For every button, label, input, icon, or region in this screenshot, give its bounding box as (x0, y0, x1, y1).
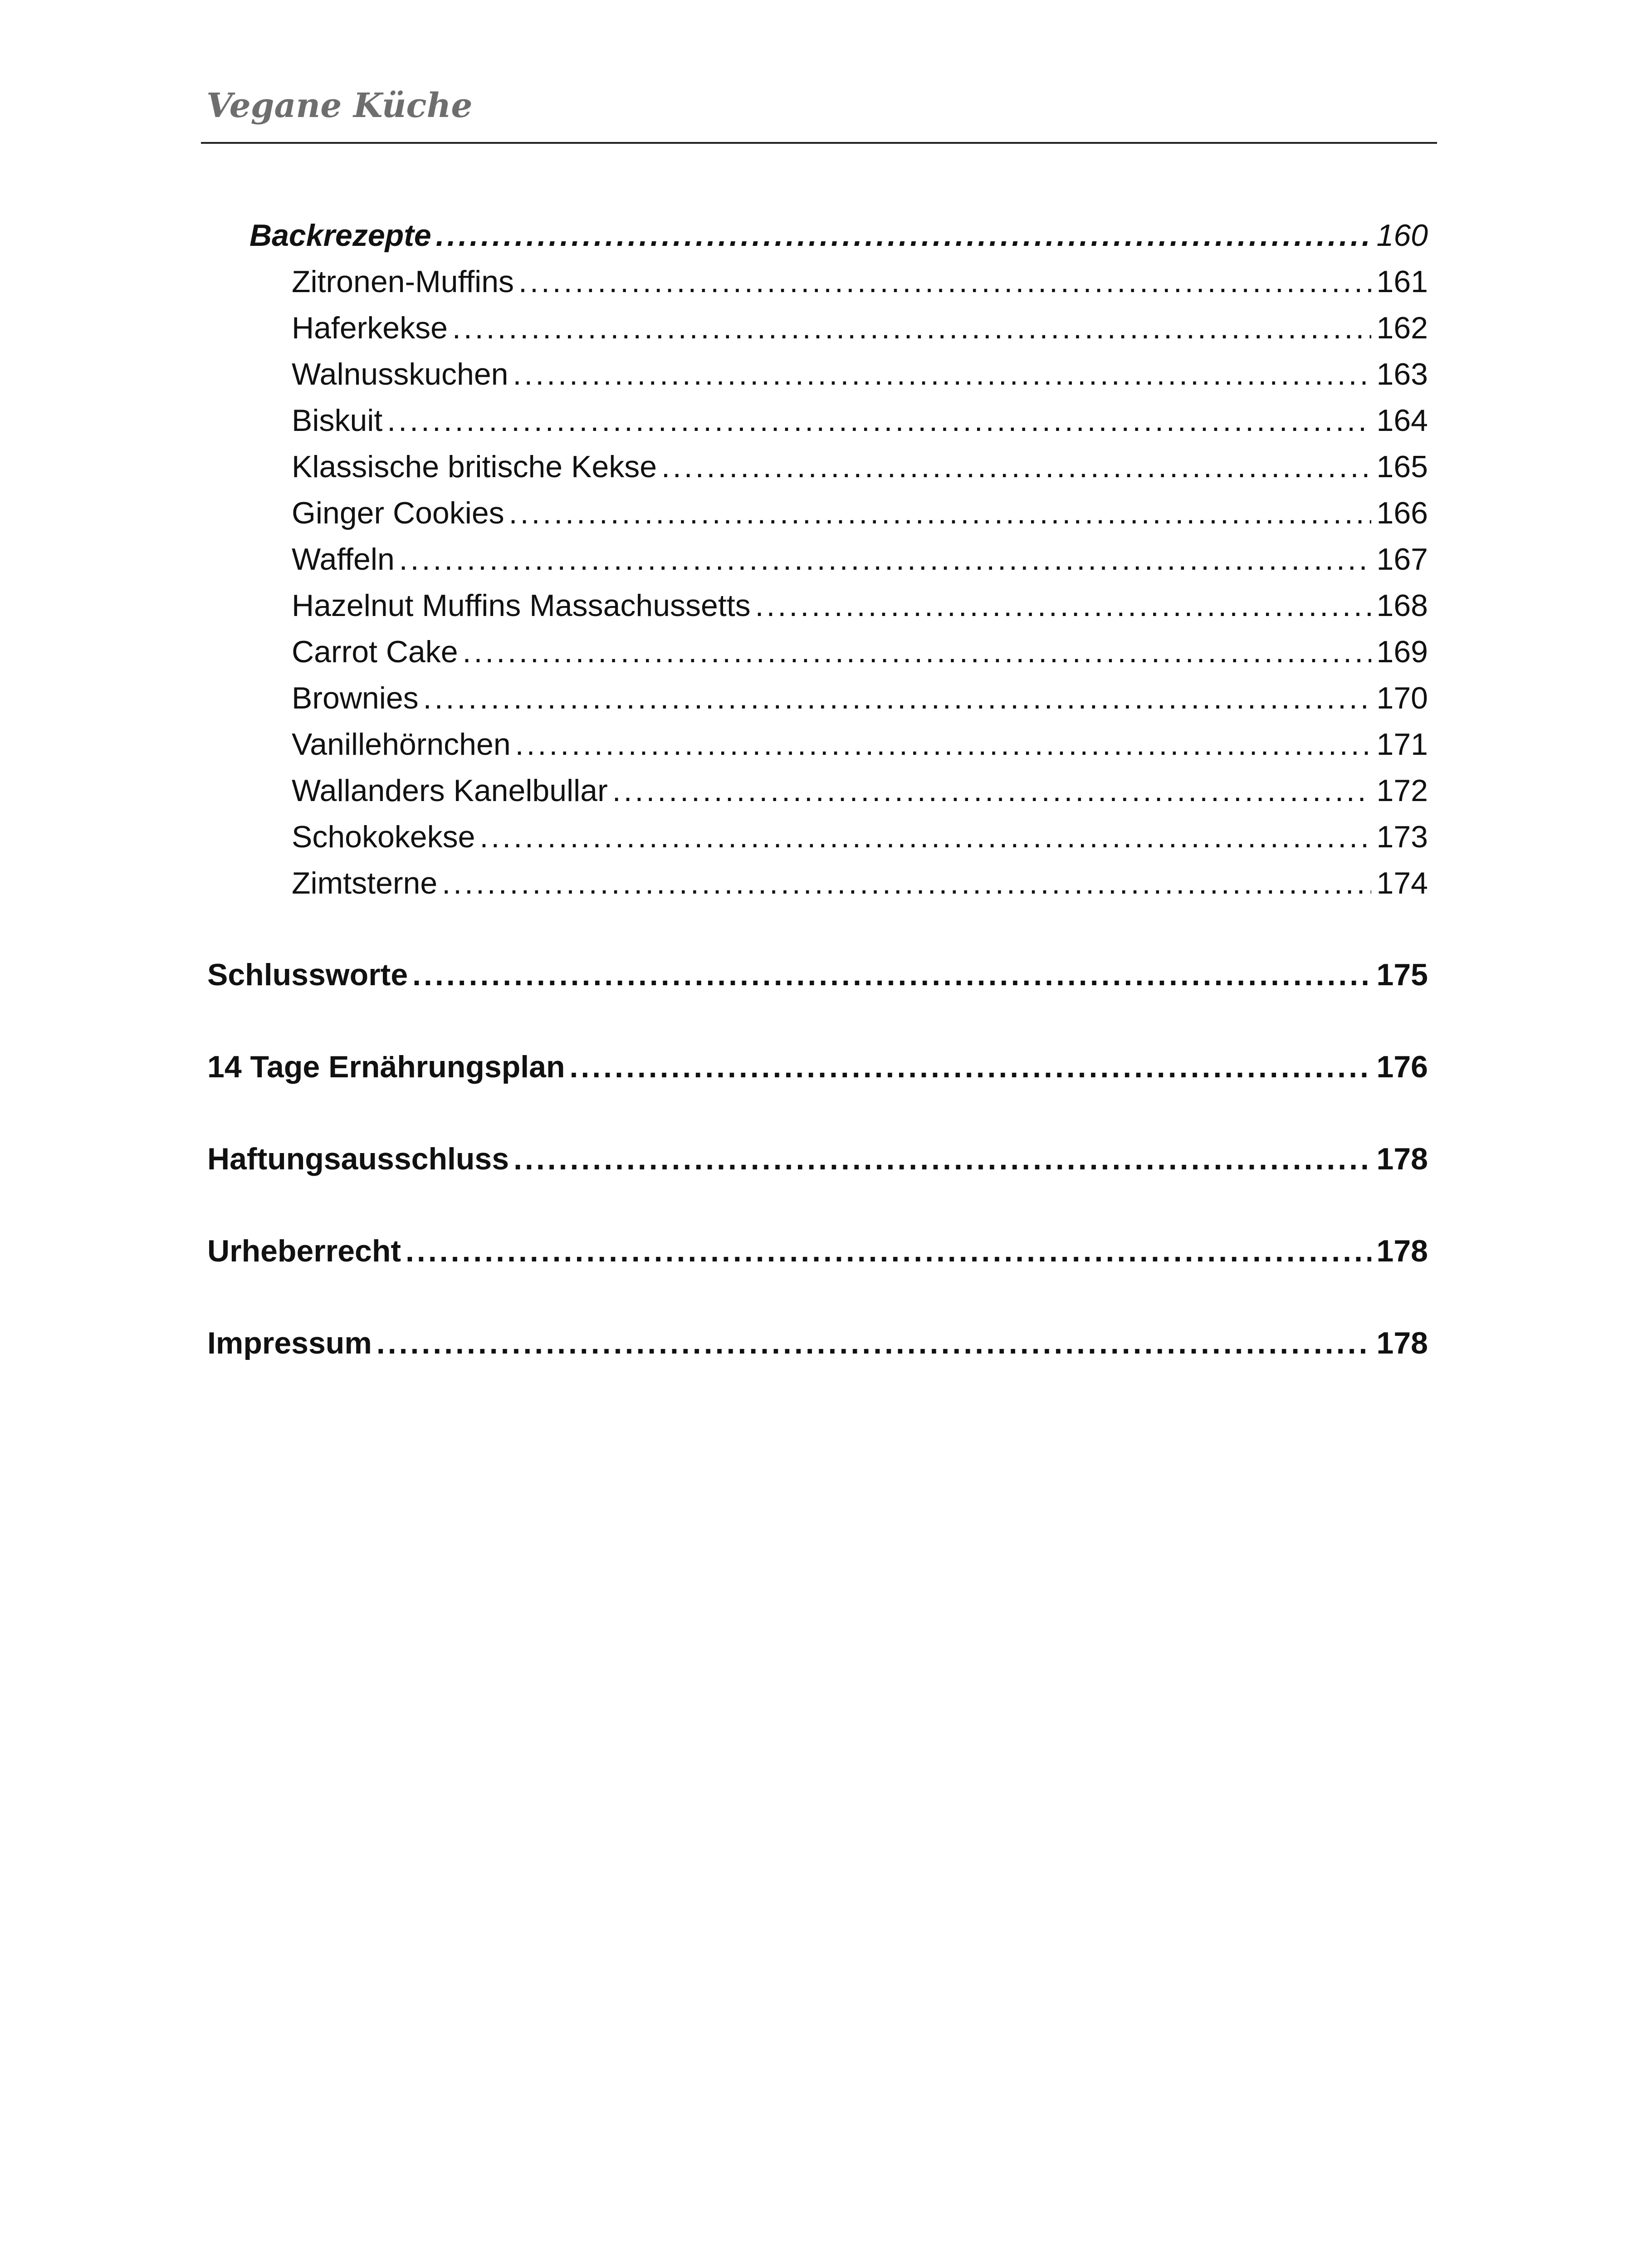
toc-chapter-label: 14 Tage Ernährungsplan (207, 1050, 565, 1084)
toc-entry-label: Haferkekse (292, 311, 448, 345)
toc-page-number: 168 (1376, 588, 1428, 623)
toc-page-number: 174 (1376, 866, 1428, 900)
toc-page-number: 165 (1376, 450, 1428, 484)
toc-entry[interactable] (292, 588, 1428, 623)
toc-page-number: 173 (1376, 820, 1428, 854)
toc-page-number: 160 (1376, 218, 1428, 253)
toc-chapter[interactable] (207, 1233, 1428, 1269)
toc-entry-label: Zimtsterne (292, 866, 438, 900)
toc-page-number: 171 (1376, 727, 1428, 762)
toc-entry[interactable] (292, 773, 1428, 808)
toc-page-number: 178 (1376, 1234, 1428, 1268)
toc-page-number: 175 (1376, 958, 1428, 992)
toc-dot-leader (412, 957, 1371, 992)
toc-dot-leader (479, 819, 1371, 855)
toc-dot-leader (399, 542, 1371, 577)
toc-entry[interactable] (292, 727, 1428, 762)
toc-chapter[interactable] (207, 1325, 1428, 1361)
toc-chapter[interactable] (207, 957, 1428, 992)
toc-page-number: 162 (1376, 311, 1428, 345)
toc-entry[interactable] (292, 310, 1428, 346)
running-header-title: Vegane Küche (206, 86, 473, 125)
toc-page-number: 176 (1376, 1050, 1428, 1084)
toc-entry[interactable] (292, 819, 1428, 855)
toc-dot-leader (569, 1049, 1371, 1085)
toc-entry-label: Brownies (292, 681, 419, 715)
toc-dot-leader (452, 310, 1371, 346)
toc-dot-leader (755, 588, 1371, 623)
toc-chapter[interactable] (207, 1049, 1428, 1085)
toc-chapter-label: Impressum (207, 1326, 372, 1360)
toc-page-number: 164 (1376, 403, 1428, 438)
toc-dot-leader (463, 634, 1371, 670)
toc-dot-leader (513, 357, 1371, 392)
toc-entry[interactable] (292, 865, 1428, 901)
toc-page-number: 169 (1376, 635, 1428, 669)
toc-entry-label: Vanillehörnchen (292, 727, 511, 762)
toc-entry[interactable] (292, 403, 1428, 438)
toc-entry-label: Klassische britische Kekse (292, 450, 657, 484)
toc-page-number: 170 (1376, 681, 1428, 715)
toc-page-number: 167 (1376, 542, 1428, 577)
toc-page-number: 166 (1376, 496, 1428, 530)
toc-dot-leader (442, 865, 1371, 901)
toc-entry-label: Carrot Cake (292, 635, 458, 669)
toc-entry-label: Schokokekse (292, 820, 475, 854)
toc-entry-label: Waffeln (292, 542, 395, 577)
toc-entry[interactable] (292, 264, 1428, 299)
toc-page-number: 178 (1376, 1326, 1428, 1360)
toc-dot-leader (509, 495, 1371, 531)
toc-dot-leader (387, 403, 1371, 438)
toc-dot-leader (515, 727, 1371, 762)
toc-dot-leader (436, 218, 1371, 253)
toc-entry-label: Walnusskuchen (292, 357, 508, 391)
toc-page-number: 163 (1376, 357, 1428, 391)
toc-entry-label: Hazelnut Muffins Massachussetts (292, 588, 751, 623)
toc-page-number: 172 (1376, 773, 1428, 808)
toc-entry-label: Biskuit (292, 403, 383, 438)
toc-entry[interactable] (292, 680, 1428, 716)
toc-dot-leader (513, 1141, 1371, 1177)
toc-entry[interactable] (292, 449, 1428, 484)
toc-dot-leader (423, 680, 1371, 716)
toc-entry[interactable] (292, 634, 1428, 670)
toc-entry-label: Wallanders Kanelbullar (292, 773, 608, 808)
toc-page-number: 178 (1376, 1142, 1428, 1176)
toc-dot-leader (612, 773, 1371, 808)
toc-entry[interactable] (292, 357, 1428, 392)
toc-page-number: 161 (1376, 264, 1428, 299)
toc-dot-leader (661, 449, 1371, 484)
toc-chapter[interactable] (207, 1141, 1428, 1177)
toc-dot-leader (518, 264, 1371, 299)
toc-entry-label: Zitronen-Muffins (292, 264, 514, 299)
toc-chapter-label: Urheberrecht (207, 1234, 401, 1268)
toc-chapter-label: Haftungsausschluss (207, 1142, 509, 1176)
toc-entry-label: Ginger Cookies (292, 496, 504, 530)
toc-dot-leader (376, 1325, 1371, 1361)
toc-dot-leader (406, 1233, 1371, 1269)
toc-section-label: Backrezepte (249, 218, 431, 253)
toc-entry[interactable] (292, 542, 1428, 577)
toc-section-backrezepte[interactable] (249, 218, 1428, 253)
toc-chapter-label: Schlussworte (207, 958, 408, 992)
toc-entry[interactable] (292, 495, 1428, 531)
